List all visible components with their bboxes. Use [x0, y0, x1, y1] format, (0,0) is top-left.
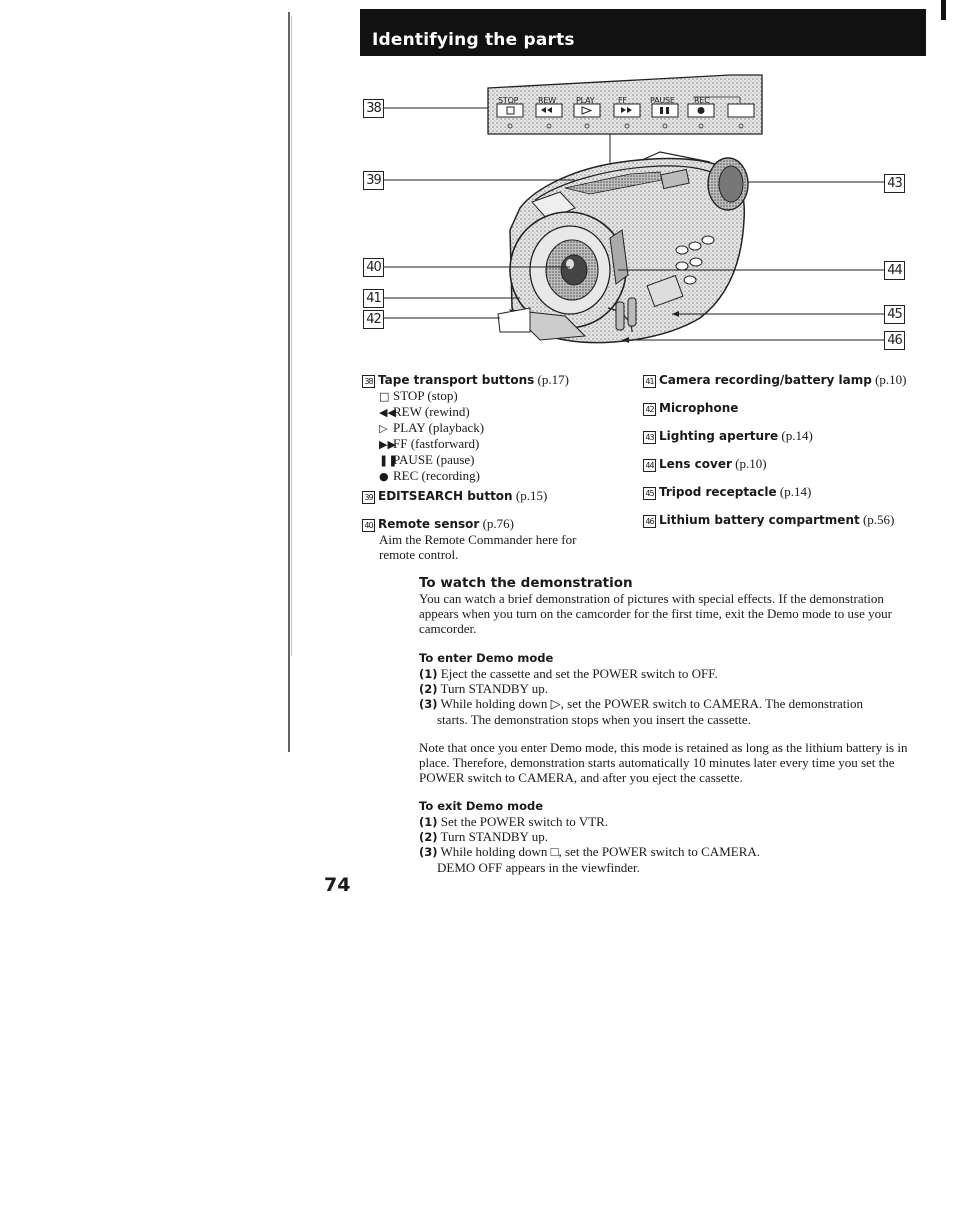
camcorder-diagram — [360, 70, 920, 360]
panel-label-stop: STOP — [498, 96, 519, 105]
part-page-ref: (p.14) — [778, 428, 813, 443]
part-page-ref: (p.56) — [859, 512, 895, 527]
part-name: Tripod receptacle — [659, 485, 777, 499]
panel-label-pause: PAUSE — [650, 96, 675, 105]
part-39 — [362, 488, 622, 504]
step-number: (2) — [419, 830, 438, 844]
exit-step-2 — [419, 829, 909, 845]
part-name: Remote sensor — [378, 517, 480, 531]
part-page-ref: (p.76) — [479, 516, 514, 531]
part-number: 43 — [643, 431, 656, 444]
enter-step-1 — [419, 666, 909, 682]
part-number: 40 — [362, 519, 375, 532]
part-description-line: Aim the Remote Commander here for — [379, 532, 577, 547]
part-page-ref: (p.10) — [871, 372, 907, 387]
fast-forward-icon: ▶▶ — [379, 438, 396, 451]
step-text: Turn STANDBY up. — [440, 681, 548, 696]
part-number: 41 — [643, 375, 656, 388]
exit-demo-heading: To exit Demo mode — [419, 799, 544, 813]
binding-edge-shadow — [291, 16, 292, 656]
part-page-ref: (p.17) — [534, 372, 569, 387]
subitem-text: FF (fastforward) — [393, 436, 480, 451]
binding-edge — [288, 12, 290, 752]
step-number: (3) — [419, 845, 438, 859]
step-number: (1) — [419, 667, 438, 681]
rewind-icon: ◀◀ — [379, 406, 396, 419]
subitem-play — [362, 420, 622, 436]
demo-note: Note that once you enter Demo mode, this mode is retained as long as the lithium battery is in place. Therefore, demonstration starts automatically 10 minutes later every time you set the POWER switch to CAMERA, and after you eject the cassette. — [419, 740, 908, 785]
part-page-ref: (p.15) — [512, 488, 548, 503]
callout-42: 42 — [363, 310, 384, 329]
enter-step-3 — [419, 696, 909, 727]
exit-step-1 — [419, 814, 909, 830]
demo-intro: You can watch a brief demonstration of pictures with special effects. If the demonstration appears when you turn on the camcorder for the first time, exit the Demo mode to use your camcorder. — [419, 591, 892, 636]
record-icon: ● — [379, 470, 389, 483]
part-description-line: remote control. — [379, 547, 459, 562]
section-title: Identifying the parts — [372, 30, 575, 50]
subitem-text: REC (recording) — [393, 468, 481, 483]
subitem-ff — [362, 436, 622, 452]
panel-label-play: PLAY — [576, 96, 595, 105]
callout-44: 44 — [884, 261, 905, 280]
step-text: Turn STANDBY up. — [440, 829, 548, 844]
step-text: Eject the cassette and set the POWER switch to OFF. — [440, 666, 718, 681]
page-number: 74 — [324, 874, 351, 896]
step-continuation: starts. The demonstration stops when you insert the cassette. — [437, 712, 751, 727]
step-continuation: DEMO OFF appears in the viewfinder. — [437, 860, 640, 875]
part-41 — [643, 372, 933, 388]
part-name: EDITSEARCH button — [378, 489, 513, 503]
callout-43: 43 — [884, 174, 905, 193]
part-name: Lighting aperture — [659, 429, 779, 443]
subitem-rew — [362, 404, 622, 420]
part-number: 38 — [362, 375, 375, 388]
part-45 — [643, 484, 933, 500]
subitem-text: STOP (stop) — [393, 388, 458, 403]
exit-step-3 — [419, 844, 909, 875]
page-corner-mark — [941, 0, 946, 20]
part-number: 42 — [643, 403, 656, 416]
demo-heading: To watch the demonstration — [419, 575, 633, 591]
subitem-pause — [362, 452, 622, 468]
subitem-text: PLAY (playback) — [393, 420, 485, 435]
part-number: 45 — [643, 487, 656, 500]
pause-icon: ❚❚ — [379, 454, 398, 467]
callout-38: 38 — [363, 99, 384, 118]
panel-label-rec: REC — [694, 96, 710, 105]
part-number: 39 — [362, 491, 375, 504]
play-icon: ▷ — [379, 422, 388, 435]
callout-39: 39 — [363, 171, 384, 190]
callout-41: 41 — [363, 289, 384, 308]
step-number: (2) — [419, 682, 438, 696]
callout-46: 46 — [884, 331, 905, 350]
step-text: While holding down □, set the POWER switch to CAMERA. — [440, 844, 761, 859]
part-number: 44 — [643, 459, 656, 472]
enter-demo-heading: To enter Demo mode — [419, 651, 554, 665]
subitem-stop — [362, 388, 622, 404]
panel-label-ff: FF — [618, 96, 627, 105]
subitem-text: PAUSE (pause) — [393, 452, 475, 467]
subitem-text: REW (rewind) — [393, 404, 470, 419]
callout-40: 40 — [363, 258, 384, 277]
part-43 — [643, 428, 933, 444]
part-name: Tape transport buttons — [378, 373, 535, 387]
panel-label-rew: REW — [538, 96, 556, 105]
part-page-ref: (p.10) — [731, 456, 767, 471]
part-name: Lithium battery compartment — [659, 513, 860, 527]
step-number: (3) — [419, 697, 438, 711]
part-46 — [643, 512, 933, 528]
callout-45: 45 — [884, 305, 905, 324]
part-name: Lens cover — [659, 457, 732, 471]
step-text: While holding down ▷, set the POWER switch to CAMERA. The demonstration — [440, 696, 863, 711]
enter-step-2 — [419, 681, 909, 697]
part-40 — [362, 516, 622, 562]
part-page-ref: (p.14) — [776, 484, 812, 499]
part-44 — [643, 456, 933, 472]
subitem-rec — [362, 468, 622, 484]
part-name: Microphone — [659, 401, 739, 415]
part-number: 46 — [643, 515, 656, 528]
camcorder-illustration — [360, 70, 920, 360]
part-name: Camera recording/battery lamp — [659, 373, 872, 387]
stop-icon: □ — [379, 390, 390, 403]
section-header — [360, 9, 926, 56]
step-text: Set the POWER switch to VTR. — [440, 814, 609, 829]
part-38 — [362, 372, 622, 484]
step-number: (1) — [419, 815, 438, 829]
part-42 — [643, 400, 933, 416]
